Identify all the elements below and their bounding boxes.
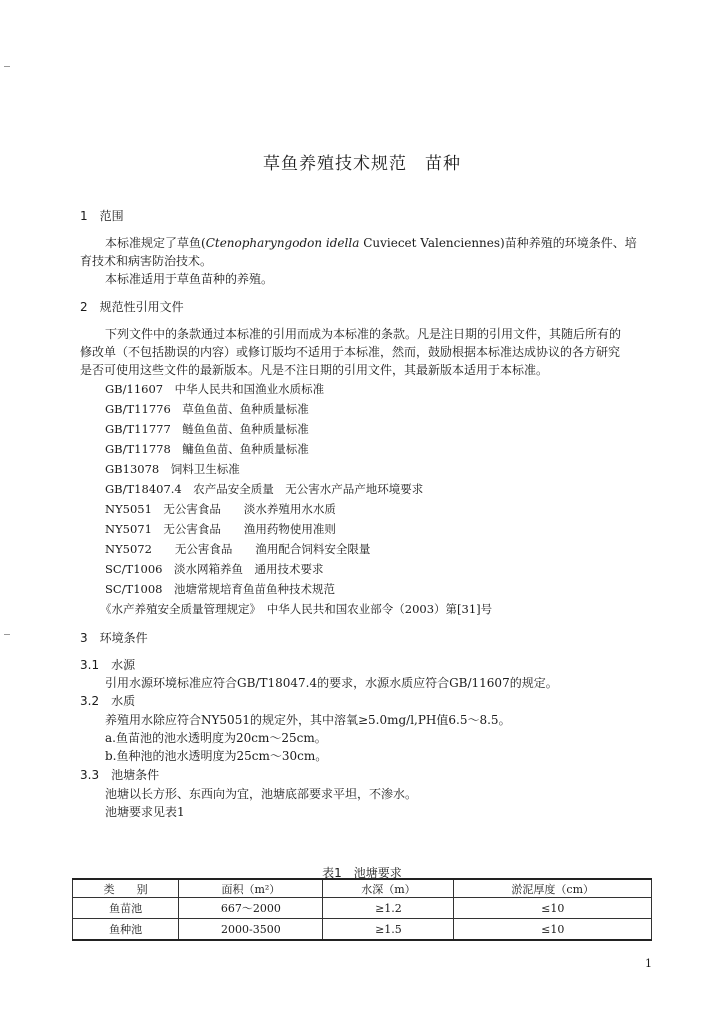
reference-item: GB13078 饲料卫生标准 xyxy=(105,462,240,476)
document-title: 草鱼养殖技术规范 苗种 xyxy=(263,154,461,174)
table-caption: 表1 池塘要求 xyxy=(322,866,402,880)
scope-line-3: 本标准适用于草鱼苗种的养殖。 xyxy=(105,272,274,286)
reference-item: 《水产养殖安全质量管理规定》 中华人民共和国农业部令（2003）第[31]号 xyxy=(100,602,493,616)
table-cell: ≤10 xyxy=(454,898,652,919)
pond-requirements-table xyxy=(72,878,652,941)
pond-text-line-2: 池塘要求见表1 xyxy=(105,805,185,819)
subsection-heading-water-source: 3.1 水源 xyxy=(80,658,136,672)
reference-item: GB/T18407.4 农产品安全质量 无公害水产品产地环境要求 xyxy=(105,482,424,496)
water-quality-line-2: a.鱼苗池的池水透明度为20cm～25cm。 xyxy=(105,731,327,745)
column-header: 面积（m²） xyxy=(179,879,323,898)
table-cell: 鱼种池 xyxy=(73,919,179,941)
table-cell: 2000-3500 xyxy=(179,919,323,941)
table-cell: ≤10 xyxy=(454,919,652,941)
table-header-row xyxy=(73,879,652,898)
reference-item: GB/T11776 草鱼鱼苗、鱼种质量标准 xyxy=(105,402,309,416)
scope-line-1: 本标准规定了草鱼(Ctenopharyngodon idella Cuviecet Valenciennes)苗种养殖的环境条件、培 xyxy=(105,236,637,250)
column-header: 类 别 xyxy=(73,879,179,898)
pond-text-line-1: 池塘以长方形、东西向为宜，池塘底部要求平坦，不渗水。 xyxy=(105,787,418,801)
water-quality-line-1: 养殖用水除应符合NY5051的规定外，其中溶氧≥5.0mg/l,PH值6.5～8.5。 xyxy=(105,713,511,727)
subsection-heading-water-quality: 3.2 水质 xyxy=(80,694,136,708)
water-quality-line-3: b.鱼种池的池水透明度为25cm～30cm。 xyxy=(105,749,328,763)
scan-mark xyxy=(4,66,10,67)
references-intro-line-2: 修改单（不包括勘误的内容）或修订版均不适用于本标准，然而，鼓励根据本标准达成协议的各方研究 xyxy=(80,345,621,359)
table-cell: ≥1.5 xyxy=(323,919,454,941)
page-number: 1 xyxy=(645,957,652,970)
water-source-text: 引用水源环境标准应符合GB/T18047.4的要求，水源水质应符合GB/11607的规定。 xyxy=(105,676,558,690)
reference-item: SC/T1006 淡水网箱养鱼 通用技术要求 xyxy=(105,562,324,576)
reference-item: NY5051 无公害食品 淡水养殖用水水质 xyxy=(105,502,336,516)
column-header: 水深（m） xyxy=(323,879,454,898)
species-name: Ctenopharyngodon idella xyxy=(205,236,360,250)
scan-mark xyxy=(4,634,10,635)
reference-item: GB/T11777 鲢鱼鱼苗、鱼种质量标准 xyxy=(105,422,309,436)
scope-line-2: 育技术和病害防治技术。 xyxy=(80,254,213,268)
column-header: 淤泥厚度（cm） xyxy=(454,879,652,898)
table-cell: 667～2000 xyxy=(179,898,323,919)
reference-item: GB/11607 中华人民共和国渔业水质标准 xyxy=(105,382,325,396)
reference-item: NY5072 无公害食品 渔用配合饲料安全限量 xyxy=(105,542,371,556)
references-intro-line-3: 是否可使用这些文件的最新版本。凡是不注日期的引用文件，其最新版本适用于本标准。 xyxy=(80,363,549,377)
section-heading-references: 2 规范性引用文件 xyxy=(80,300,184,314)
subsection-heading-pond: 3.3 池塘条件 xyxy=(80,768,160,782)
table-row xyxy=(73,919,652,941)
table-row xyxy=(73,898,652,919)
reference-item: NY5071 无公害食品 渔用药物使用准则 xyxy=(105,522,336,536)
references-intro-line-1: 下列文件中的条款通过本标准的引用而成为本标准的条款。凡是注日期的引用文件，其随后所有的 xyxy=(105,327,622,341)
reference-item: GB/T11778 鳙鱼鱼苗、鱼种质量标准 xyxy=(105,442,309,456)
reference-item: SC/T1008 池塘常规培育鱼苗鱼种技术规范 xyxy=(105,582,335,596)
section-heading-environment: 3 环境条件 xyxy=(80,631,148,645)
table-cell: ≥1.2 xyxy=(323,898,454,919)
table-cell: 鱼苗池 xyxy=(73,898,179,919)
section-heading-scope: 1 范围 xyxy=(80,209,124,223)
